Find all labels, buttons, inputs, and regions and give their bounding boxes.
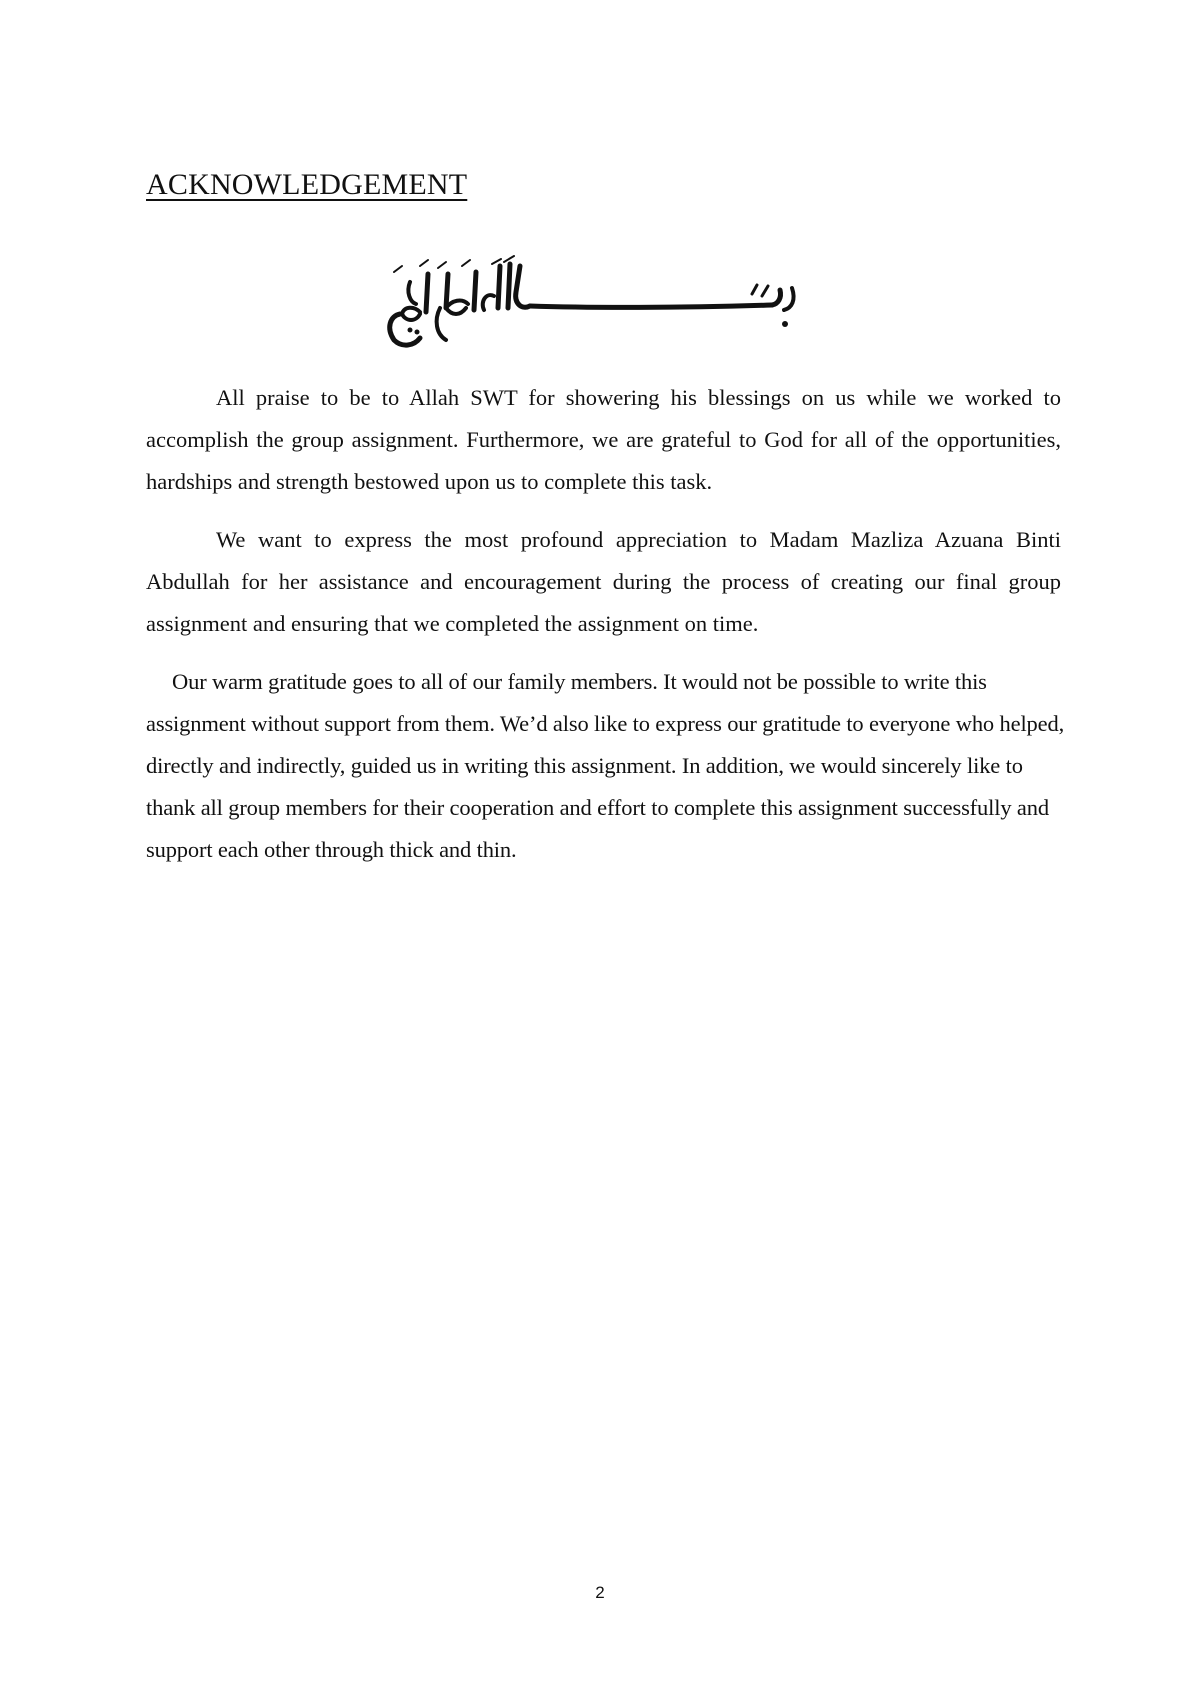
- page-title: ACKNOWLEDGEMENT: [146, 168, 468, 201]
- acknowledgement-paragraph-3: Our warm gratitude goes to all of our family members. It would not be possible to write this assignment without support from them. We’d also like to express our gratitude to everyone who helped, directly and indirectly, guided us in writing this assignment. In addition, we would sincerely like to thank all group members for their cooperation and effort to complete this assignment successfully and support each other through thick and thin.: [146, 669, 1065, 862]
- acknowledgement-paragraph-2: We want to express the most profound appreciation to Madam Mazliza Azuana Binti Abdullah for her assistance and encouragement during the process of creating our final group assignment and ensuring that we completed the assignment on time.: [146, 527, 1061, 636]
- basmala-calligraphy: [380, 252, 820, 352]
- page-number: 2: [595, 1583, 605, 1602]
- acknowledgement-paragraph-1: All praise to be to Allah SWT for showering his blessings on us while we worked to accomplish the group assignment. Furthermore, we are grateful to God for all of the opportunities, hardships and strength bestowed upon us to complete this task.: [146, 385, 1061, 494]
